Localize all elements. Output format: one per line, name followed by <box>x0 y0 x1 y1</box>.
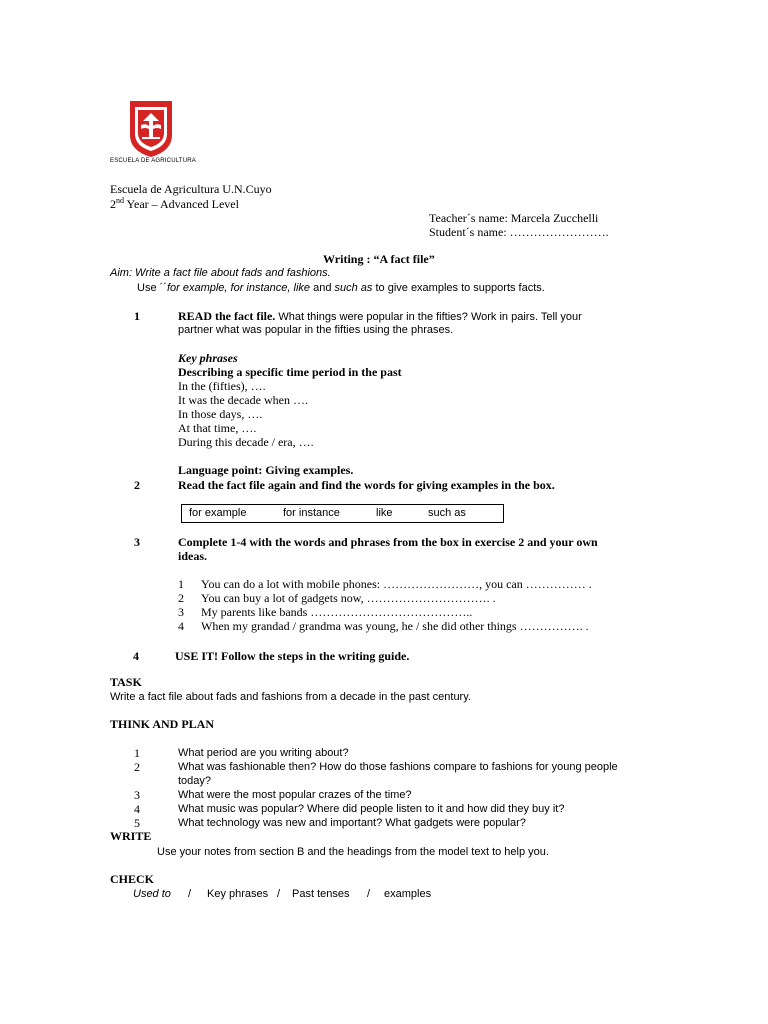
year-level: 2nd Year – Advanced Level <box>110 196 239 211</box>
plan-question: What were the most popular crazes of the time? <box>178 789 412 801</box>
plan-question: What music was popular? Where did people listen to it and how did they buy it? <box>178 803 565 815</box>
item-number: 4 <box>134 802 140 816</box>
shield-emblem-icon <box>128 99 174 159</box>
exercise-4-number: 4 <box>133 649 139 663</box>
exercise-2-instruction: Read the fact file again and find the words for giving examples in the box. <box>178 478 555 492</box>
box-word: for instance <box>283 507 340 519</box>
task-text: Write a fact file about fads and fashions from a decade in the past century. <box>110 691 471 703</box>
item-number: 1 <box>134 746 140 760</box>
exercise-2-number: 2 <box>134 478 140 492</box>
key-phrase: During this decade / era, …. <box>178 435 314 449</box>
student-name: Student´s name: ……………………. <box>429 225 609 239</box>
school-logo <box>128 99 174 159</box>
exercise-3-number: 3 <box>134 535 140 549</box>
write-text: Use your notes from section B and the headings from the model text to help you. <box>157 846 549 858</box>
school-name: Escuela de Agricultura U.N.Cuyo <box>110 182 272 196</box>
plan-question: What was fashionable then? How do those fashions compare to fashions for young people <box>178 761 618 773</box>
page-title: Writing : “A fact file” <box>323 252 435 266</box>
item-number: 3 <box>134 788 140 802</box>
think-plan-heading: THINK AND PLAN <box>110 717 215 731</box>
check-examples: examples <box>384 888 432 900</box>
key-phrase: In those days, …. <box>178 407 263 421</box>
language-point-heading: Language point: Giving examples. <box>178 463 354 477</box>
key-phrase: At that time, …. <box>178 421 257 435</box>
key-phrase: In the (fifties), …. <box>178 379 266 393</box>
item-number: 3 <box>178 605 184 619</box>
check-used-to: Used to <box>133 888 171 900</box>
plan-question: What period are you writing about? <box>178 747 349 759</box>
check-past-tenses: Past tenses <box>292 888 350 900</box>
exercise-3-instruction: Complete 1-4 with the words and phrases from the box in exercise 2 and your own <box>178 535 598 549</box>
key-phrases-heading: Key phrases <box>178 351 238 365</box>
completion-sentence: When my grandad / grandma was young, he / she did other things ……………. . <box>201 619 589 633</box>
time-period-subheading: Describing a specific time period in the past <box>178 365 402 379</box>
exercise-1-instruction: READ the fact file. What things were popular in the fifties? Work in pairs. Tell your <box>178 309 582 323</box>
task-heading: TASK <box>110 675 142 689</box>
key-phrase: It was the decade when …. <box>178 393 308 407</box>
item-number: 2 <box>134 760 140 774</box>
box-word: for example <box>189 507 247 519</box>
example-words-box <box>181 504 504 523</box>
use-line: Use ´´for example, for instance, like and such as to give examples to supports facts. <box>137 282 545 294</box>
exercise-1-instruction-cont: partner what was popular in the fifties using the phrases. <box>178 324 454 336</box>
completion-sentence: My parents like bands ………………………………….. <box>201 605 473 619</box>
write-heading: WRITE <box>110 829 152 843</box>
box-word: like <box>376 507 393 519</box>
item-number: 1 <box>178 577 184 591</box>
aim-line: Aim: Write a fact file about fads and fashions. <box>110 267 331 279</box>
teacher-name: Teacher´s name: Marcela Zucchelli <box>429 211 599 225</box>
check-heading: CHECK <box>110 872 155 886</box>
item-number: 4 <box>178 619 184 633</box>
plan-question: What technology was new and important? What gadgets were popular? <box>178 817 526 829</box>
exercise-4-instruction: USE IT! Follow the steps in the writing guide. <box>175 649 410 663</box>
item-number: 2 <box>178 591 184 605</box>
check-key-phrases: Key phrases <box>207 888 269 900</box>
completion-sentence: You can buy a lot of gadgets now, …………………………. . <box>201 591 496 605</box>
check-separator: / <box>367 888 371 900</box>
logo-caption: ESCUELA DE AGRICULTURA <box>110 158 196 164</box>
exercise-1-number: 1 <box>134 309 140 323</box>
plan-question-cont: today? <box>178 775 212 787</box>
completion-sentence: You can do a lot with mobile phones: ……………………, you can …………… . <box>201 577 592 591</box>
check-separator: / <box>188 888 192 900</box>
check-separator: / <box>277 888 281 900</box>
box-word: such as <box>428 507 466 519</box>
exercise-3-instruction-cont: ideas. <box>178 549 208 563</box>
item-number: 5 <box>134 816 140 830</box>
